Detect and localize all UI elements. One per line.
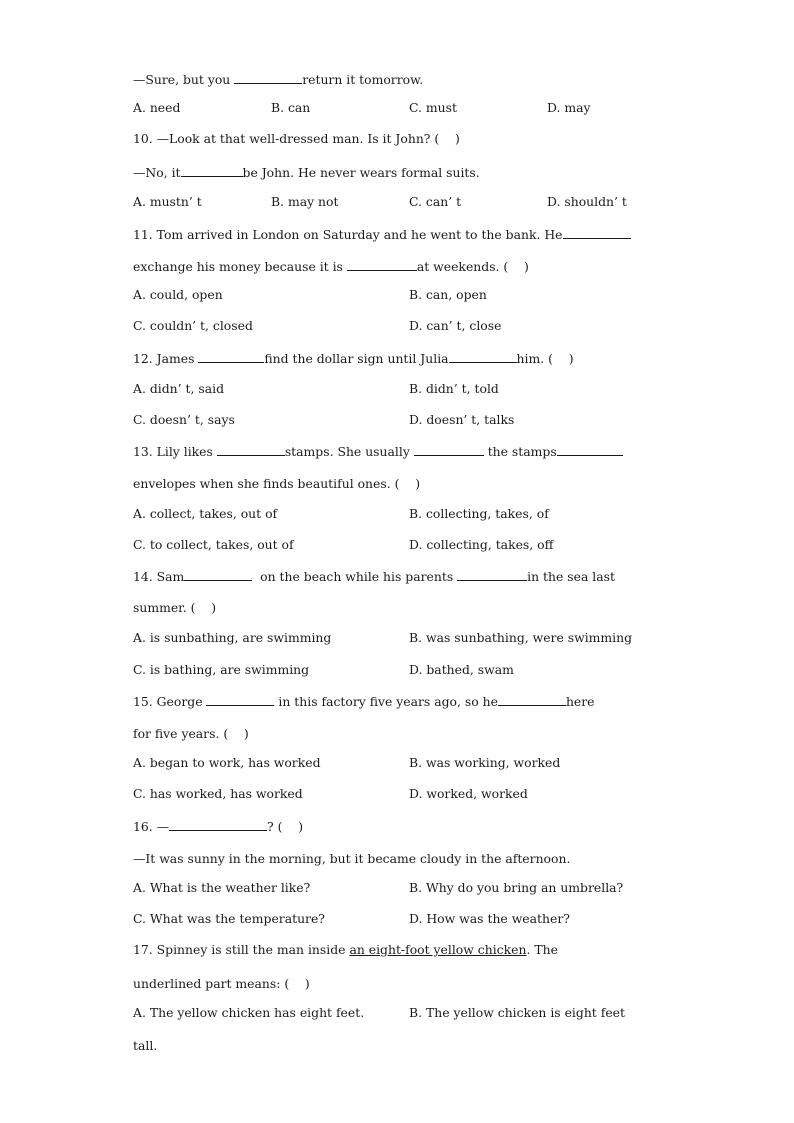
answer-blank[interactable] [184,568,252,581]
q12-option-a[interactable]: A. didn’ t, said [133,381,225,396]
q14-option-a[interactable]: A. is sunbathing, are swimming [133,630,332,645]
q16-option-d[interactable]: D. How was the weather? [409,911,570,926]
q17-stem-line1: 17. Spinney is still the man inside an eight-foot yellow chicken. The [133,942,558,957]
answer-blank[interactable] [169,818,267,831]
q10-option-b[interactable]: B. may not [271,194,339,209]
q17-option-b-continued: tall. [133,1038,158,1053]
q12-option-c[interactable]: C. doesn’ t, says [133,412,235,427]
q17-option-a[interactable]: A. The yellow chicken has eight feet. [133,1005,365,1020]
underlined-phrase: an eight-foot yellow chicken [349,942,527,957]
q15-option-c[interactable]: C. has worked, has worked [133,786,303,801]
q10-option-d[interactable]: D. shouldn’ t [547,194,627,209]
q13-option-c[interactable]: C. to collect, takes, out of [133,537,294,552]
q16-stem: 16. — ? ( ) [133,819,304,834]
answer-blank[interactable] [217,443,285,456]
q13-stem-line2: envelopes when she finds beautiful ones. ( ) [133,476,421,491]
q15-stem-line1: 15. George in this factory five years ago, so he here [133,694,595,709]
q11-stem-line2: exchange his money because it is at weekends. ( ) [133,259,529,274]
q14-option-c[interactable]: C. is bathing, are swimming [133,662,310,677]
q15-option-d[interactable]: D. worked, worked [409,786,528,801]
q10-stem: 10. —Look at that well-dressed man. Is it John? ( ) [133,131,460,146]
q12-option-b[interactable]: B. didn’ t, told [409,381,499,396]
answer-blank[interactable] [181,164,243,177]
q10-option-a[interactable]: A. mustn’ t [133,194,202,209]
answer-blank[interactable] [347,258,417,271]
q13-stem-line1: 13. Lily likes stamps. She usually the stamps [133,443,623,460]
q17-option-b[interactable]: B. The yellow chicken is eight feet [409,1005,625,1020]
answer-blank[interactable] [449,350,517,363]
answer-blank[interactable] [234,71,302,84]
q13-option-d[interactable]: D. collecting, takes, off [409,537,554,552]
q11-stem-line1: 11. Tom arrived in London on Saturday and he went to the bank. He [133,226,631,243]
q11-option-d[interactable]: D. can’ t, close [409,318,502,333]
q16-response: —It was sunny in the morning, but it became cloudy in the afternoon. [133,851,571,866]
q16-option-c[interactable]: C. What was the temperature? [133,911,325,926]
answer-blank[interactable] [498,693,566,706]
q17-stem-line2: underlined part means: ( ) [133,976,310,991]
answer-blank[interactable] [557,443,623,456]
q9-option-b[interactable]: B. can [271,100,311,115]
answer-blank[interactable] [414,443,484,456]
q14-option-b[interactable]: B. was sunbathing, were swimming [409,630,633,645]
q15-option-b[interactable]: B. was working, worked [409,755,561,770]
q13-option-b[interactable]: B. collecting, takes, of [409,506,549,521]
q13-option-a[interactable]: A. collect, takes, out of [133,506,278,521]
q9-option-a[interactable]: A. need [133,100,181,115]
answer-blank[interactable] [563,226,631,239]
q11-option-c[interactable]: C. couldn’ t, closed [133,318,253,333]
q14-option-d[interactable]: D. bathed, swam [409,662,514,677]
q9-option-c[interactable]: C. must [409,100,457,115]
answer-blank[interactable] [206,693,274,706]
q10-option-c[interactable]: C. can’ t [409,194,462,209]
q16-option-a[interactable]: A. What is the weather like? [133,880,311,895]
q11-option-b[interactable]: B. can, open [409,287,487,302]
q12-option-d[interactable]: D. doesn’ t, talks [409,412,515,427]
q10-response: —No, it be John. He never wears formal suits. [133,165,480,180]
q15-option-a[interactable]: A. began to work, has worked [133,755,321,770]
q9-option-d[interactable]: D. may [547,100,591,115]
answer-blank[interactable] [198,350,264,363]
q15-stem-line2: for five years. ( ) [133,726,249,741]
q12-stem: 12. James find the dollar sign until Julia him. ( ) [133,351,574,366]
q9-response: —Sure, but you return it tomorrow. [133,72,424,87]
q14-stem-line1: 14. Sam on the beach while his parents in the sea last [133,569,615,584]
q16-option-b[interactable]: B. Why do you bring an umbrella? [409,880,624,895]
q11-option-a[interactable]: A. could, open [133,287,223,302]
q14-stem-line2: summer. ( ) [133,600,217,615]
answer-blank[interactable] [457,568,527,581]
